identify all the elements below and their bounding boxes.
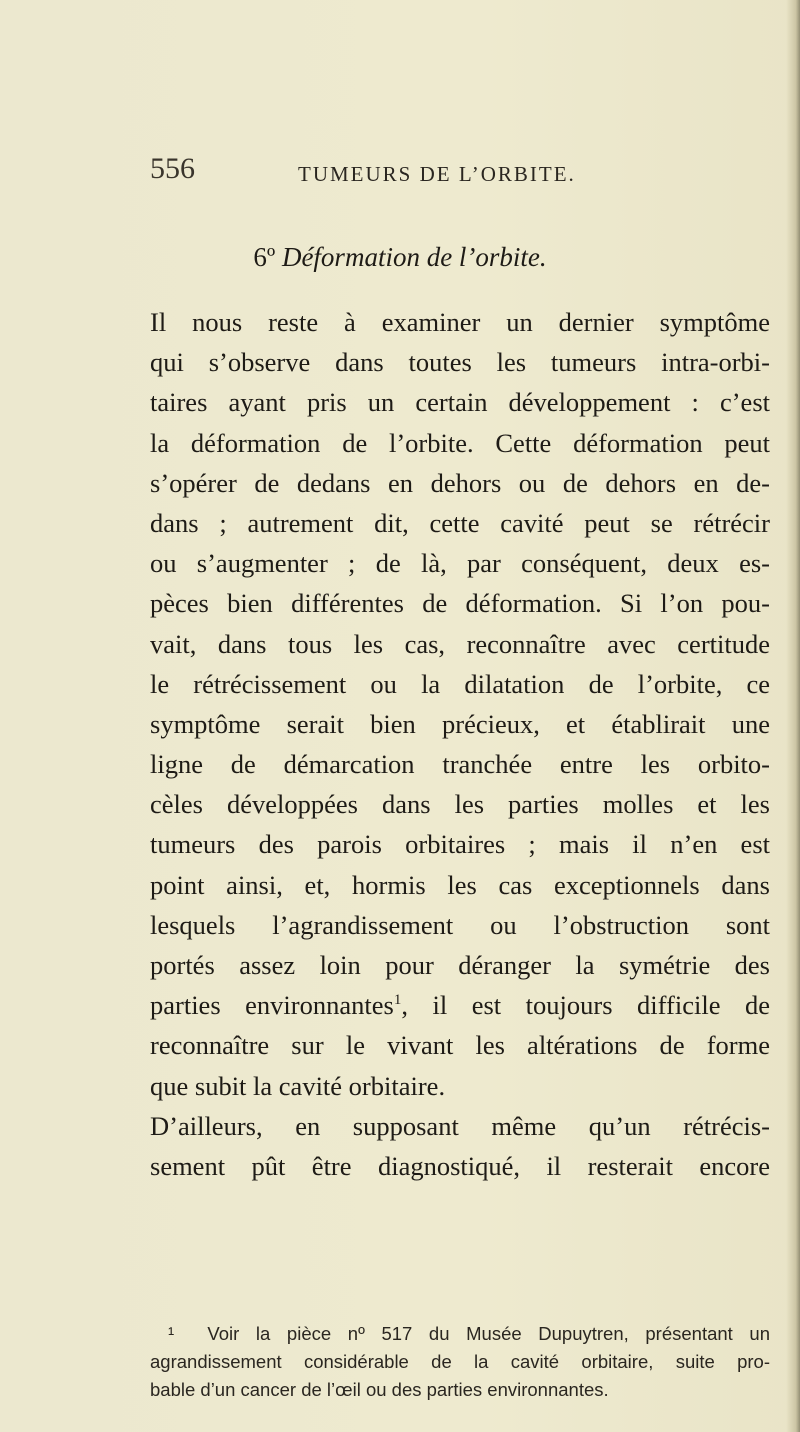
page-number: 556 (150, 152, 195, 185)
footnote-line (150, 1320, 770, 1348)
text-line: que subit la cavité orbitaire. (150, 1070, 446, 1101)
text-line: qui s’observe dans toutes les tumeurs intra-orbi- (150, 347, 770, 378)
text-line: vait, dans tous les cas, reconnaître avec certitude (150, 628, 770, 659)
footnote-line: bable d’un cancer de l’œil ou des parties environnantes. (150, 1379, 609, 1400)
section-title (0, 242, 800, 273)
text-line: ligne de démarcation tranchée entre les orbito- (150, 749, 770, 780)
text-line-start: parties environnantes (150, 990, 394, 1021)
text-line: lesquels l’agrandissement ou l’obstruction sont (150, 909, 770, 940)
footnote (150, 1320, 770, 1404)
text-line: taires ayant pris un certain développement : c’est (150, 387, 770, 418)
text-line: tumeurs des parois orbitaires ; mais il n’en est (150, 829, 770, 860)
footnote-text: Voir la pièce nº 517 du Musée Dupuytren, présentant un (207, 1323, 771, 1344)
footnote-marker: ¹ (168, 1323, 175, 1344)
body-text (150, 302, 770, 1186)
text-line: point ainsi, et, hormis les cas exceptionnels dans (150, 869, 770, 900)
text-line-with-footnote-ref (150, 985, 770, 1025)
text-line: portés assez loin pour déranger la symétrie des (150, 950, 770, 980)
section-number: 6º (253, 242, 276, 272)
text-line: reconnaître sur le vivant les altérations de forme (150, 1030, 770, 1061)
footnote-reference: 1 (393, 992, 402, 1009)
section-title-text: Déformation de l’orbite. (281, 242, 547, 272)
text-line: symptôme serait bien précieux, et établirait une (150, 708, 770, 739)
text-line: s’opérer de dedans en dehors ou de dehors en de- (150, 467, 770, 498)
running-head: TUMEURS DE L’ORBITE. (298, 162, 576, 186)
text-line: cèles développées dans les parties molles et les (150, 789, 770, 820)
text-line: dans ; autrement dit, cette cavité peut se rétrécir (150, 507, 770, 538)
text-line: sement pût être diagnostiqué, il resterait encore (150, 1150, 770, 1181)
text-line: ou s’augmenter ; de là, par conséquent, deux es- (150, 548, 770, 579)
text-line: D’ailleurs, en supposant même qu’un rétrécis- (150, 1110, 770, 1141)
text-line: Il nous reste à examiner un dernier symptôme (150, 307, 770, 337)
text-line-end: , il est toujours difficile de (401, 990, 770, 1021)
text-line: pèces bien différentes de déformation. Si l’on pou- (150, 588, 770, 619)
text-line: le rétrécissement ou la dilatation de l’orbite, ce (150, 668, 770, 699)
text-line: la déformation de l’orbite. Cette déformation peut (150, 427, 770, 458)
footnote-line: agrandissement considérable de la cavité orbitaire, suite pro- (150, 1351, 770, 1372)
page-edge-shadow (786, 0, 800, 1432)
